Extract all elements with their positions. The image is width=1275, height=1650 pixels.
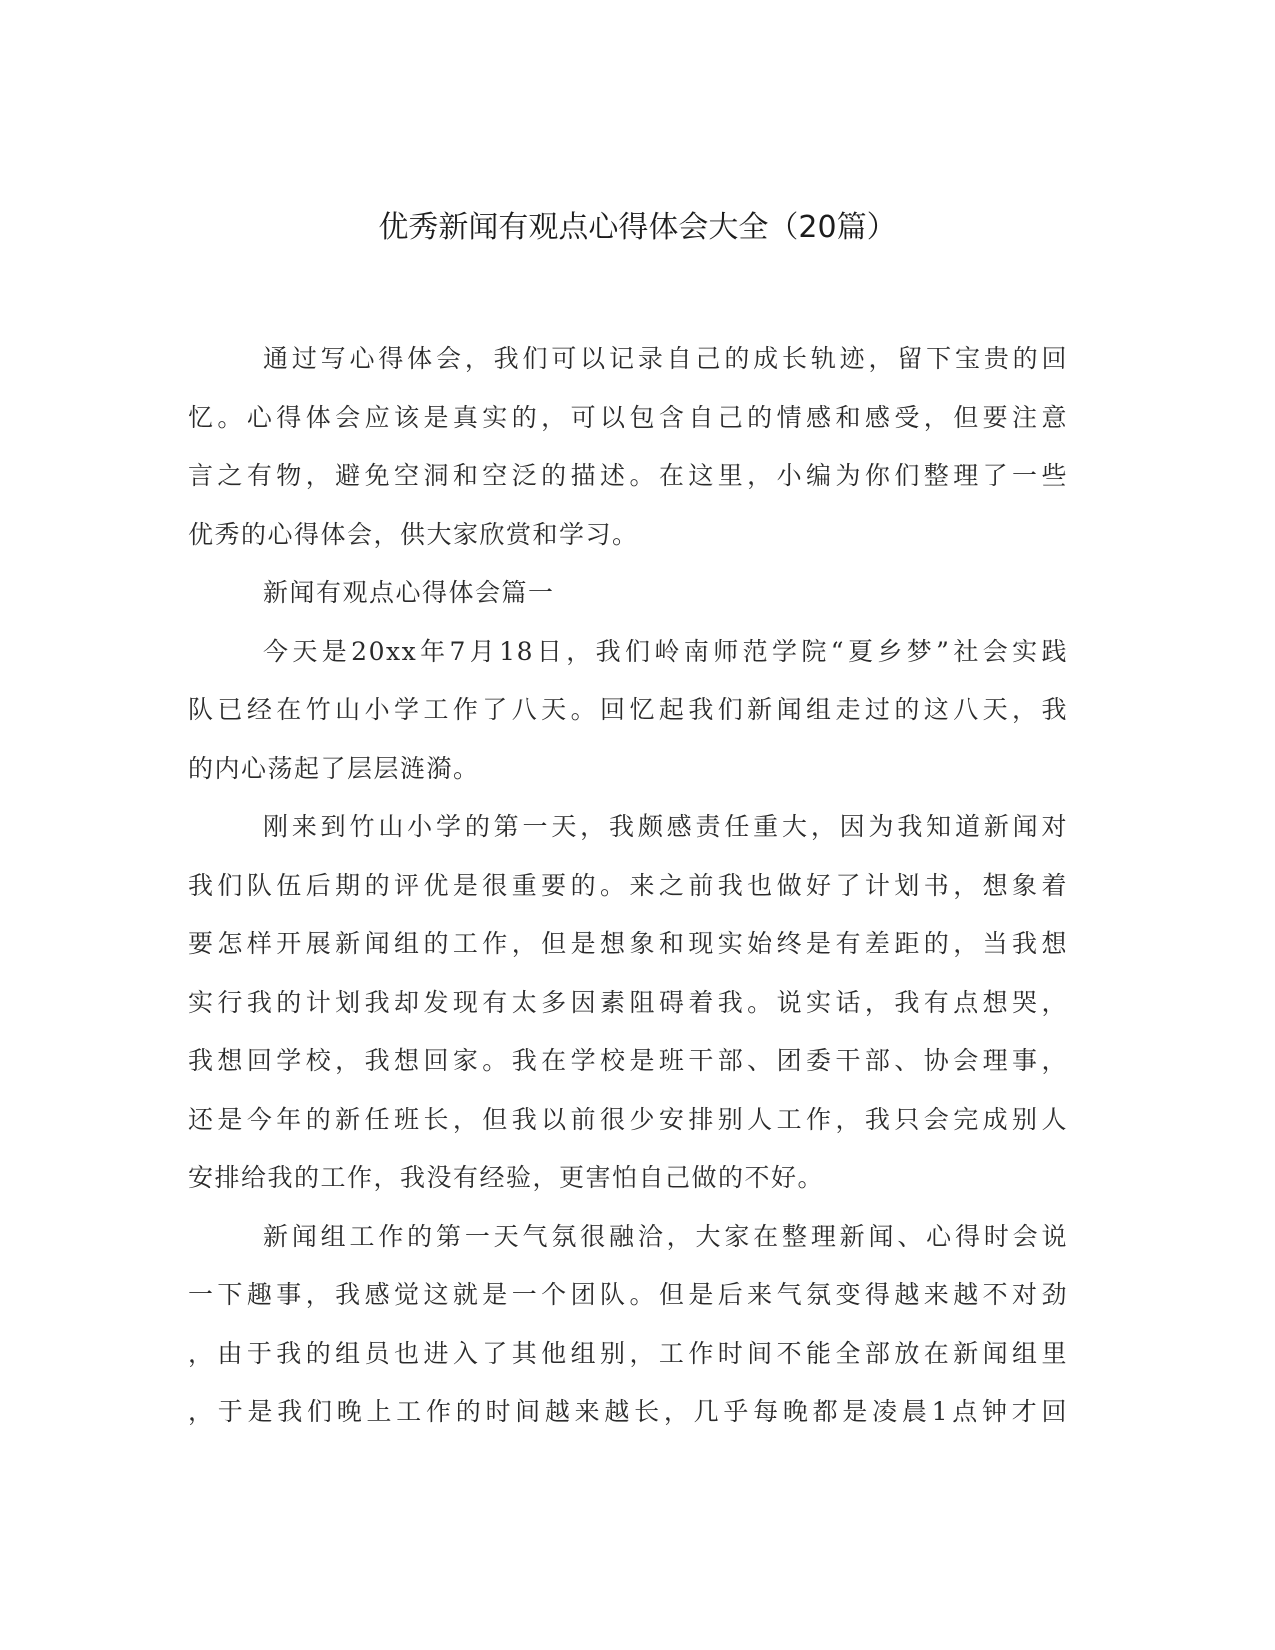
paragraph-line: 通过写心得体会，我们可以记录自己的成长轨迹，留下宝贵的回 — [263, 344, 1068, 373]
paragraph-line: 队已经在竹山小学工作了八天。回忆起我们新闻组走过的这八天，我 — [188, 695, 1068, 724]
paragraph-line: 实行我的计划我却发现有太多因素阻碍着我。说实话，我有点想哭， — [188, 987, 1068, 1017]
paragraph-line: 要怎样开展新闻组的工作，但是想象和现实始终是有差距的，当我想 — [188, 929, 1068, 958]
paragraph-line: 一下趣事，我感觉这就是一个团队。但是后来气氛变得越来越不对劲 — [188, 1280, 1068, 1309]
paragraph-line: 今天是20xx年7月18日，我们岭南师范学院“夏乡梦”社会实践 — [263, 636, 1068, 666]
document-title: 优秀新闻有观点心得体会大全（20篇） — [378, 210, 897, 245]
paragraph-line: 我想回学校，我想回家。我在学校是班干部、团委干部、协会理事， — [188, 1046, 1068, 1075]
paragraph-line: 新闻组工作的第一天气氛很融洽，大家在整理新闻、心得时会说 — [263, 1221, 1068, 1251]
paragraph-line: 我们队伍后期的评优是很重要的。来之前我也做好了计划书，想象着 — [188, 870, 1068, 900]
document-body — [188, 330, 1068, 1442]
paragraph-line: 刚来到竹山小学的第一天，我颇感责任重大，因为我知道新闻对 — [263, 812, 1068, 841]
paragraph-line: 安排给我的工作，我没有经验，更害怕自己做的不好。 — [188, 1163, 825, 1192]
paragraph-line: 还是今年的新任班长，但我以前很少安排别人工作，我只会完成别人 — [188, 1104, 1068, 1134]
paragraph-line: 优秀的心得体会，供大家欣赏和学习。 — [188, 519, 639, 549]
paragraph-line: 言之有物，避免空洞和空泛的描述。在这里，小编为你们整理了一些 — [188, 461, 1068, 490]
paragraph-line: 的内心荡起了层层涟漪。 — [188, 753, 480, 783]
paragraph-line: 忆。心得体会应该是真实的，可以包含自己的情感和感受，但要注意 — [188, 402, 1068, 432]
paragraph-line: ，于是我们晚上工作的时间越来越长，几乎每晚都是凌晨1点钟才回 — [188, 1397, 1068, 1426]
paragraph-line: ，由于我的组员也进入了其他组别，工作时间不能全部放在新闻组里 — [188, 1338, 1068, 1368]
section-heading: 新闻有观点心得体会篇一 — [263, 578, 555, 607]
